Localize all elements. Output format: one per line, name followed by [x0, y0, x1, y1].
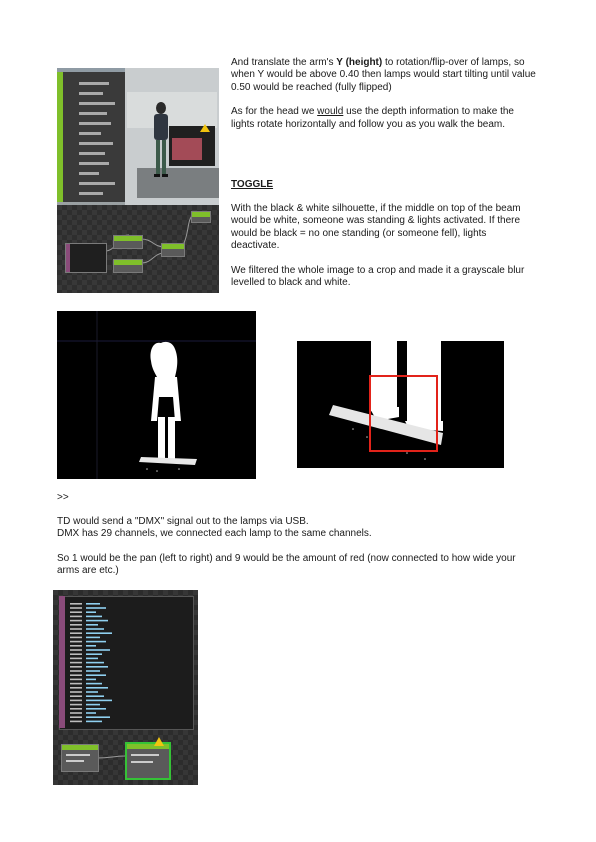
touchdesigner-screenshot-1 [57, 68, 219, 293]
paragraph-dmx-channels: DMX has 29 channels, we connected each lamp to the same channels. [57, 528, 372, 540]
paragraph-dmx-signal: TD would send a "DMX" signal out to the lamps via USB. [57, 516, 309, 527]
node-chop-3 [161, 243, 185, 257]
silhouette-crop-image [297, 341, 504, 468]
paragraph-pan-red: So 1 would be the pan (left to right) and 9 would be the amount of red (now connected to how wide your arms are etc.) [57, 552, 516, 577]
parameter-panel [63, 72, 125, 202]
para1-pre: And translate the arm's [231, 57, 337, 68]
touchdesigner-screenshot-dmx [53, 590, 198, 785]
para1-bold: Y (height) [336, 57, 383, 68]
silhouette-full-image [57, 311, 256, 479]
node-chop-1 [113, 235, 143, 249]
crop-region-box [369, 375, 438, 452]
section-arrows: >> [57, 492, 69, 503]
paragraph-arm-height [231, 57, 536, 94]
node-output [191, 211, 211, 223]
para2-post: use the depth information to make the lights rotate horizontally and follow you as you walk the beam. [231, 106, 514, 130]
text-block-arm-height [231, 57, 536, 131]
paragraph-silhouette: With the black & white silhouette, if the middle on top of the beam would be white, someone was standing & lights activated. If there would be black = no one standing (or someone fell), lights deactivate. [231, 203, 521, 252]
warning-icon [154, 737, 164, 746]
node-dmx-in [61, 744, 99, 772]
toggle-heading: TOGGLE [231, 179, 274, 190]
node-dmx-out-selected [125, 742, 171, 780]
text-block-toggle [231, 203, 536, 289]
paragraph-head-depth [231, 106, 536, 131]
panel-accent-strip [57, 72, 63, 202]
para2-pre: As for the head we [231, 106, 318, 118]
silhouette-full-graphic [57, 311, 256, 479]
text-block-dmx [57, 516, 537, 578]
paragraph-filter: We filtered the whole image to a crop and made it a grayscale blur levelled to black and white. [231, 264, 525, 289]
node-text-dat [65, 243, 107, 273]
node-network [57, 205, 219, 293]
para1-post: to rotation/flip-over of lamps, so when Y would be above 0.40 then lamps would start tilting until value 0.50 would be reached (fully flipped) [231, 57, 536, 93]
para2-underlined: would [317, 106, 344, 118]
camera-view [57, 68, 219, 205]
node-chop-2 [113, 259, 143, 273]
